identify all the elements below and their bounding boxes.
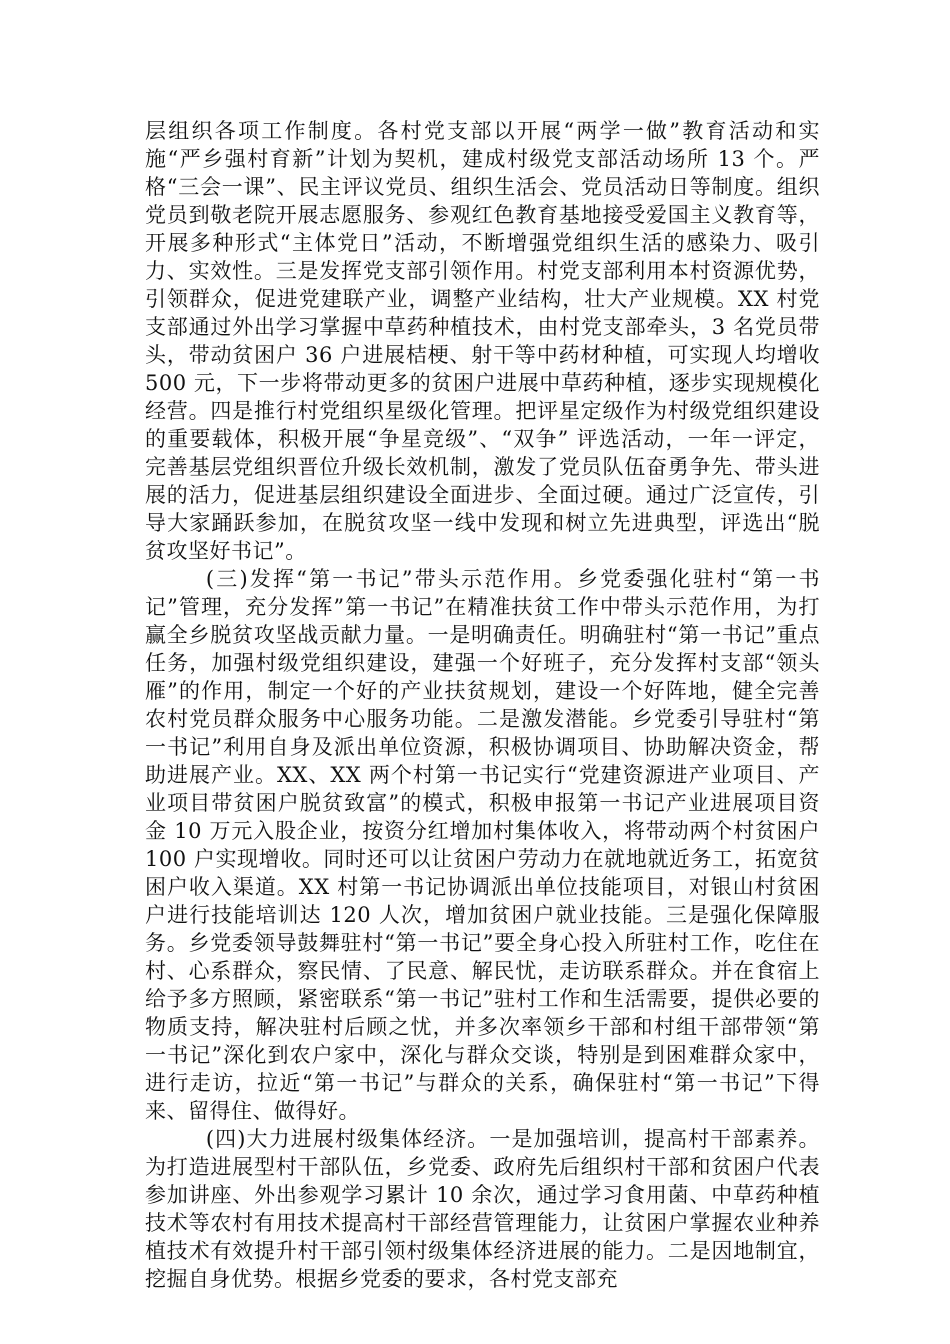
paragraph-work-system: 层组织各项工作制度。各村党支部以开展“两学一做”教育活动和实施“严乡强村育新”计划为契机，建成村级党支部活动场所 13 个。严格“三会一课”、民主评议党员、组织生活会、党员活动日等制度。组织党员到敬老院开展志愿服务、参观红色教育基地接受爱国主义教育等，开展多种形式“主体党日”活动，不断增强党组织生活的感染力、吸引力、实效性。三是发挥党支部引领作用。村党支部利用本村资源优势，引领群众，促进党建联产业，调整产业结构，壮大产业规模。XX 村党支部通过外出学习掌握中草药种植技术，由村党支部牵头，3 名党员带头，带动贫困户 36 户进展桔梗、射干等中药材种植，可实现人均增收 500 元，下一步将带动更多的贫困户进展中草药种植，逐步实现规模化经营。四是推行村党组织星级化管理。把评星定级作为村级党组织建设的重要载体，积极开展“争星竞级”、“双争” 评选活动，一年一评定，完善基层党组织晋位升级长效机制，激发了党员队伍奋勇争先、带头进展的活力，促进基层组织建设全面进步、全面过硬。通过广泛宣传，引导大家踊跃参加，在脱贫攻坚一线中发现和树立先进典型，评选出“脱贫攻坚好书记”。: [145, 119, 820, 563]
paragraph-first-secretary: (三)发挥“第一书记”带头示范作用。乡党委强化驻村“第一书记”管理，充分发挥”第一书记”在精准扶贫工作中带头示范作用，为打赢全乡脱贫攻坚战贡献力量。一是明确责任。明确驻村“第一书记”重点任务，加强村级党组织建设，建强一个好班子，充分发挥村支部“领头雁”的作用，制定一个好的产业扶贫规划，建设一个好阵地，健全完善农村党员群众服务中心服务功能。二是激发潜能。乡党委引导驻村“第一书记”利用自身及派出单位资源，积极协调项目、协助解决资金，帮助进展产业。XX、XX 两个村第一书记实行“党建资源进产业项目、产业项目带贫困户脱贫致富”的模式，积极申报第一书记产业进展项目资金 10 万元入股企业，按资分红增加村集体收入，将带动两个村贫困户 100 户实现增收。同时还可以让贫困户劳动力在就地就近务工，拓宽贫困户收入渠道。XX 村第一书记协调派出单位技能项目，对银山村贫困户进行技能培训达 120 人次，增加贫困户就业技能。三是强化保障服务。乡党委领导鼓舞驻村“第一书记”要全身心投入所驻村工作，吃住在村、心系群众，察民情、了民意、解民忧，走访联系群众。并在食宿上给予多方照顾，紧密联系“第一书记”驻村工作和生活需要，提供必要的物质支持，解决驻村后顾之忧，并多次率领乡干部和村组干部带领“第一书记”深化到农户家中，深化与群众交谈，特别是到困难群众家中，进行走访，拉近“第一书记”与群众的关系，确保驻村“第一书记”下得来、留得住、做得好。: [145, 567, 820, 1123]
document-body: [145, 117, 820, 1293]
paragraph-collective-economy: (四)大力进展村级集体经济。一是加强培训，提高村干部素养。为打造进展型村干部队伍，乡党委、政府先后组织村干部和贫困户代表参加讲座、外出参观学习累计 10 余次，通过学习食用菌、中草药种植技术等农村有用技术提高村干部经营管理能力，让贫困户掌握农业种养植技术有效提升村干部引领村级集体经济进展的能力。二是因地制宜，挖掘自身优势。根据乡党委的要求，各村党支部充: [145, 1127, 820, 1291]
